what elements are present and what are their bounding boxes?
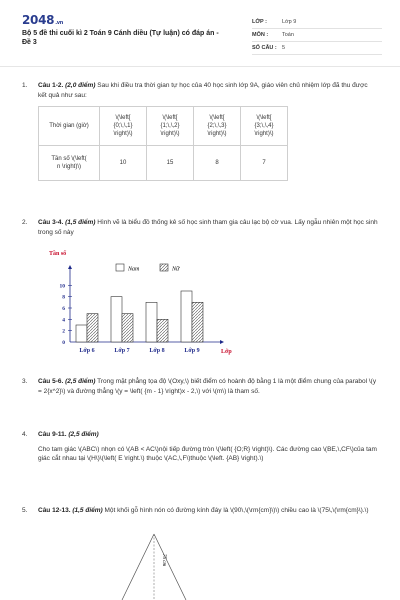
table-header-cell (39, 146, 100, 181)
meta-value: Lớp 9 (282, 19, 297, 25)
bar-nam (181, 291, 192, 342)
legend-swatch-nam (116, 264, 124, 271)
logo-suffix: .vn (55, 20, 64, 26)
question-4 (22, 430, 378, 464)
cone-figure (104, 530, 214, 600)
question-3 (22, 377, 378, 396)
question-number: 3. (22, 378, 28, 385)
y-tick-label: 2 (62, 328, 65, 335)
question-text: Cho tam giác \(ABC\) nhọn có \(AB < AC\)nội tiếp đường tròn \(\left( {O;R} \right)\). Các đường cao \(BE,\,CF\)của tam giác cắt nhau tại \(H\)\(\left( E \right.\) thuộc \(AC,\,F\)thuộc \(\left. {AB} \right).\) (38, 445, 377, 462)
bar-nu (157, 319, 168, 342)
x-tick-label: Lớp 7 (114, 348, 130, 354)
frequency-header-text: Tần số \(\left( n \right)\) (51, 156, 87, 170)
table-cell: 8 (194, 146, 241, 181)
table-cell: 7 (241, 146, 288, 181)
table-cell (100, 107, 147, 146)
question-points: (2,5 điểm) (68, 431, 99, 438)
table-cell: 15 (147, 146, 194, 181)
bar-chart (36, 244, 246, 360)
document-title: Bộ 5 đề thi cuối kì 2 Toán 9 Cánh diều (Tự luận) có đáp án - Đề 3 (22, 30, 219, 46)
meta-key: MÔN : (252, 32, 269, 38)
meta-key: LỚP : (252, 19, 267, 25)
y-axis-label: Tần số (49, 251, 67, 257)
height-label: 75 cm (161, 554, 166, 567)
question-number: 2. (22, 219, 28, 226)
logo-text: 2048 (22, 13, 55, 27)
meta-key: SỐ CÂU : (252, 45, 277, 51)
table-cell (147, 107, 194, 146)
header-divider (0, 66, 400, 67)
interval-text: \(\left[ {3;\,\,4} \right)\) (254, 115, 274, 137)
frequency-table (38, 106, 288, 181)
meta-row-class (252, 16, 382, 29)
question-label: Câu 3-4. (38, 219, 64, 226)
exam-meta (252, 16, 382, 55)
legend-label-nu: Nữ (172, 266, 180, 273)
question-label: Câu 1-2. (38, 82, 64, 89)
meta-value: 5 (282, 45, 286, 51)
question-label: Câu 5-6. (38, 378, 64, 385)
meta-row-question-count (252, 42, 382, 55)
legend-swatch-nu (160, 264, 168, 271)
table-cell: 10 (100, 146, 147, 181)
interval-text: \(\left[ {1;\,\,2} \right)\) (160, 115, 180, 137)
question-text: Một khối gỗ hình nón có đường kính đáy là \(90\,\(\rm{cm}\)\) chiều cao là \(75\,\(\rm{cm}\).\) (104, 507, 369, 514)
y-tick-label: 6 (62, 306, 65, 312)
question-label: Câu 9-11. (38, 431, 67, 438)
meta-row-subject (252, 29, 382, 42)
question-points: (1,5 điểm) (72, 507, 103, 514)
y-tick-label: 8 (62, 294, 65, 301)
bar-nam (111, 297, 122, 342)
question-points: (1,5 điểm) (65, 219, 96, 226)
y-tick-label: 0 (62, 340, 65, 346)
question-text: Hình vẽ là biểu đồ thống kê số học sinh tham gia câu lạc bộ cờ vua. Lấy ngẫu nhiên một học sinh trong số này (38, 219, 378, 236)
bar-nu (192, 302, 203, 342)
question-number: 1. (22, 82, 28, 89)
bar-nu (87, 314, 98, 342)
x-axis-label: Lớp (221, 349, 232, 355)
question-points: (2,0 điểm) (65, 82, 96, 89)
interval-text: \(\left[ {2;\,\,3} \right)\) (207, 115, 227, 137)
question-text: Sau khi điều tra thời gian tự học của 40 học sinh lớp 9A, giáo viên chủ nhiệm lớp đã thu được kết quả như sau: (38, 82, 368, 99)
page-header (0, 0, 400, 62)
question-points: (2,5 điểm) (65, 378, 96, 385)
interval-text: \(\left[ {0;\,\,1} \right)\) (113, 115, 133, 137)
table-cell (194, 107, 241, 146)
y-tick-label: 4 (62, 317, 65, 324)
y-axis-arrow (68, 265, 72, 269)
x-axis-arrow (220, 340, 224, 344)
question-text: Trong mặt phẳng tọa độ \(Oxy,\) biết điểm có hoành độ bằng 1 là một điểm chung của parabol \(y = 2{x^2}\) và đường thẳng \(y = \left( {m - 1} \right)x - 2,\) với \(m\) là tham số. (38, 378, 377, 395)
bar-nam (76, 325, 87, 342)
question-5 (22, 506, 378, 516)
table-header-cell: Thời gian (giờ) (39, 107, 100, 146)
question-number: 5. (22, 507, 28, 514)
question-label: Câu 12-13. (38, 507, 71, 514)
question-1 (22, 81, 378, 181)
table-cell (241, 107, 288, 146)
question-number: 4. (22, 431, 28, 438)
x-tick-label: Lớp 9 (184, 348, 200, 354)
bar-nu (122, 314, 133, 342)
table-row (39, 107, 288, 146)
question-2 (22, 218, 378, 237)
meta-value: Toán (282, 32, 294, 38)
site-logo[interactable] (22, 13, 63, 27)
table-row (39, 146, 288, 181)
y-tick-label: 10 (59, 283, 65, 290)
bar-nam (146, 302, 157, 342)
legend-label-nam: Nam (128, 266, 140, 273)
x-tick-label: Lớp 6 (79, 348, 95, 354)
x-tick-label: Lớp 8 (149, 348, 165, 354)
